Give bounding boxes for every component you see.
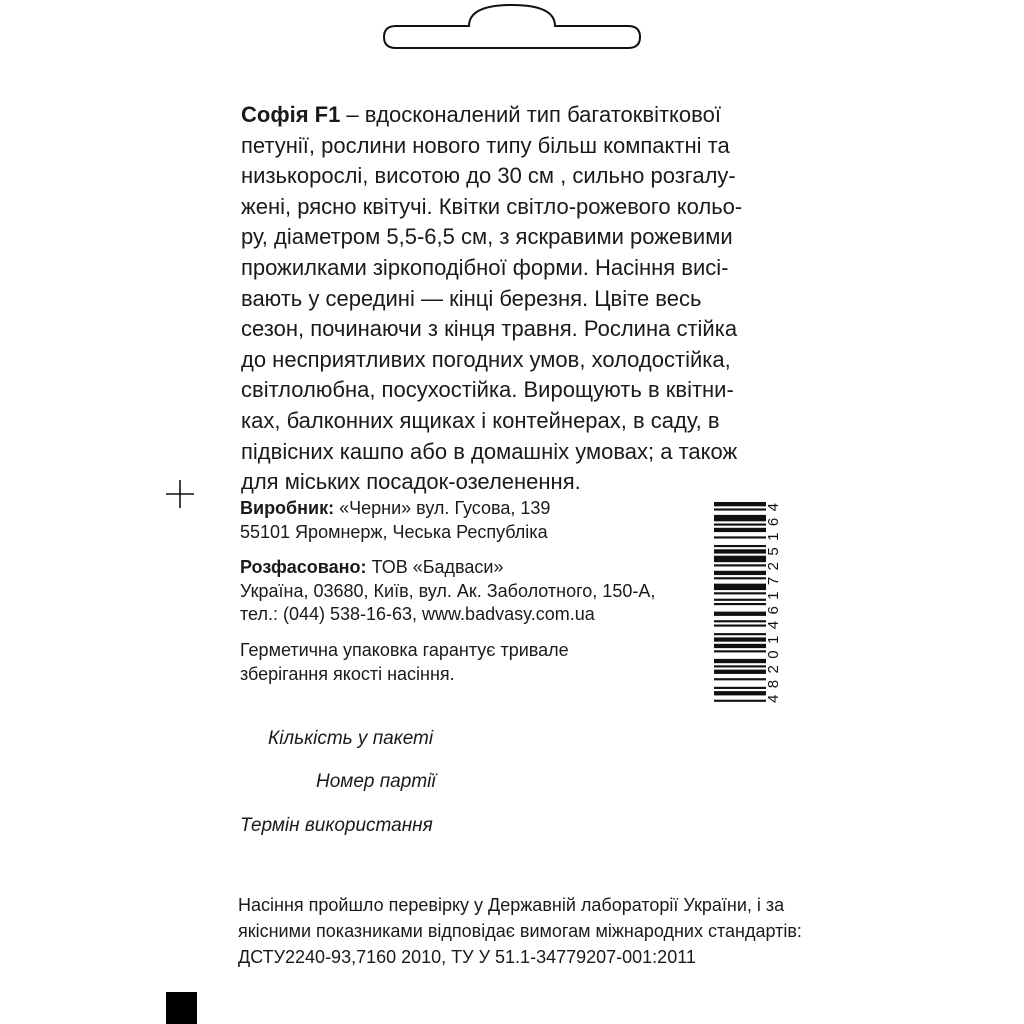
barcode-bar [714, 624, 766, 626]
barcode-bar [714, 536, 766, 538]
description-line: підвісних кашпо або в домашніх умовах; а також [241, 438, 738, 464]
certification-note: Насіння пройшло перевірку у Державній лабораторії України, і за якісними показниками відповідає вимогам міжнародних стандартів: ДСТУ2240-93,7160 2010, ТУ У 51.1-34779207-001:2011 [238, 895, 802, 967]
barcode-number: 48201461725164 [765, 503, 782, 703]
packer-contacts: тел.: (044) 538-16-63, www.badvasy.com.ua [240, 604, 595, 624]
barcode-bar [714, 549, 766, 553]
description-line: до несприятливих погодних умов, холодостійка, [241, 346, 731, 372]
barcode-bar [714, 599, 766, 601]
barcode-bar [714, 650, 766, 652]
description-line: петунії, рослини нового типу більш компактні та [241, 132, 730, 158]
description-line: для міських посадок-озеленення. [241, 469, 581, 495]
manufacturer-value: «Черни» вул. Гусова, 139 [334, 498, 551, 518]
barcode-bar [714, 691, 766, 695]
print-registration-square [166, 992, 197, 1024]
barcode-bar [714, 644, 766, 648]
product-name: Софія F1 [241, 102, 341, 127]
description-line: низькорослі, висотою до 30 см , сильно розгалу- [241, 163, 736, 189]
barcode [714, 500, 784, 706]
barcode-bar [714, 637, 766, 641]
packer-value: ТОВ «Бадваси» [366, 557, 504, 577]
description-line: прожилками зіркоподібної форми. Насіння висі- [241, 254, 729, 280]
barcode-bar [714, 659, 766, 663]
manufacturer-address: 55101 Яромнерж, Чеська Республіка [240, 521, 548, 542]
barcode-bar [714, 564, 766, 566]
barcode-bar [714, 502, 766, 506]
storage-note: Герметична упаковка гарантує тривале зберігання якості насіння. [240, 640, 569, 684]
manufacturer-block [240, 497, 550, 544]
description-first-line: Софія F1 – вдосконалений тип багатоквіткової [241, 102, 721, 127]
barcode-bar [714, 700, 766, 702]
barcode-bar [714, 556, 766, 562]
description-line: сезон, починаючи з кінця травня. Рослина стійка [241, 316, 738, 342]
packer-block [240, 556, 655, 627]
barcode-bar [714, 545, 766, 547]
description-line: ках, балконних ящиках і контейнерах, в саду, в [241, 407, 720, 433]
barcode-bar [714, 678, 766, 680]
barcode-bar [714, 592, 766, 594]
registration-mark [166, 480, 194, 508]
barcode-bar [714, 612, 766, 616]
barcode-bar [714, 633, 766, 635]
packer-address: Україна, 03680, Київ, вул. Ак. Заболотного, 150-А, [240, 580, 656, 601]
barcode-bar [714, 523, 766, 525]
barcode-bar [714, 620, 766, 622]
quantity-label: Кількість у пакеті [268, 728, 434, 749]
barcode-bar [714, 508, 766, 510]
barcode-bar [714, 571, 766, 575]
barcode-bar [714, 603, 766, 605]
batch-label: Номер партії [316, 771, 436, 792]
barcode-bar [714, 687, 766, 689]
barcode-bar [714, 584, 766, 590]
description-line: світлолюбна, посухостійка. Вирощують в квітни- [241, 377, 734, 403]
manufacturer-label: Виробник: [240, 498, 335, 518]
expiry-label: Термін використання [240, 815, 433, 836]
barcode-bar [714, 670, 766, 674]
product-description [241, 100, 801, 498]
description-line: ру, діаметром 5,5-6,5 см, з яскравими рожевими [241, 224, 733, 250]
description-line: жені, рясно квітучі. Квітки світло-рожевого кольо- [241, 193, 743, 219]
barcode-bar [714, 665, 766, 667]
barcode-bar [714, 515, 766, 521]
packer-label: Розфасовано: [240, 557, 367, 577]
barcode-bar [714, 577, 766, 579]
description-line: вають у середині — кінці березня. Цвіте весь [241, 285, 702, 311]
hanger-slot-outline [0, 0, 1024, 60]
barcode-bar [714, 528, 766, 532]
